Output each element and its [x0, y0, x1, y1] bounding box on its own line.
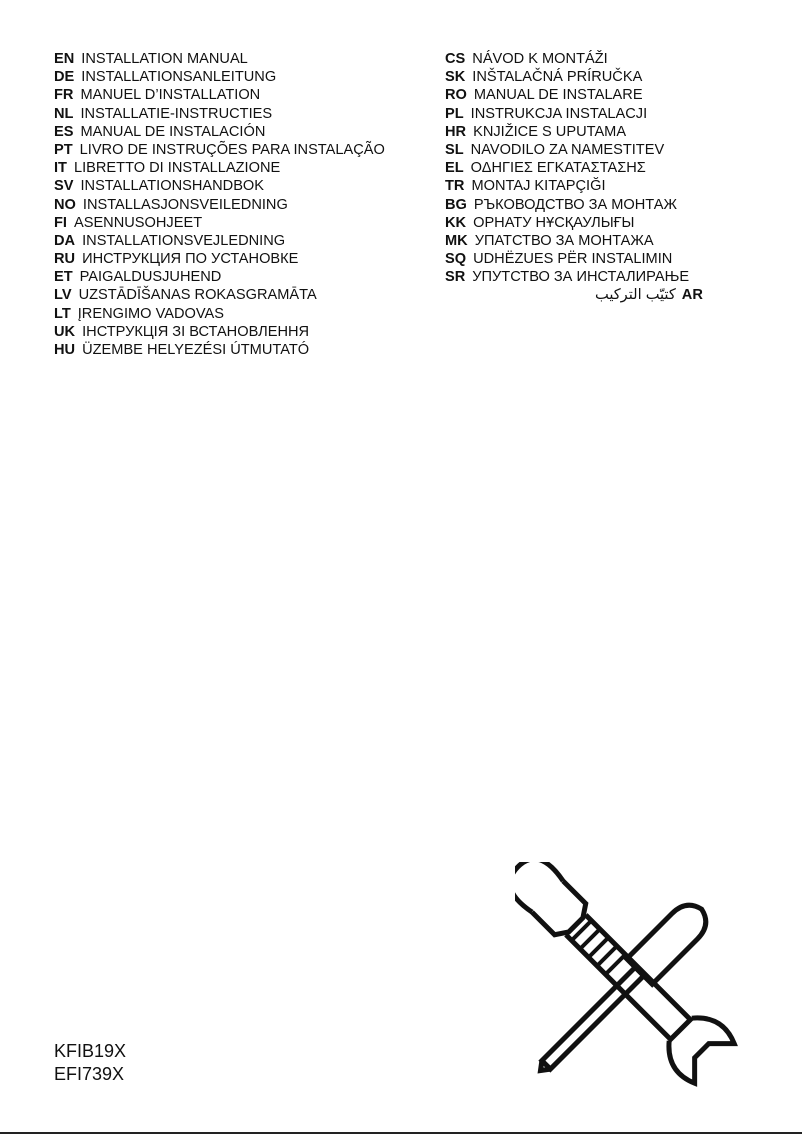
language-entry: [54, 177, 434, 195]
model-numbers: [54, 1040, 126, 1086]
language-entry: [54, 50, 434, 68]
manual-title: NÁVOD K MONTÁŽI: [472, 51, 608, 67]
manual-title: كتيّب التركيب: [595, 287, 676, 304]
language-code: EL: [445, 160, 464, 177]
language-code: PL: [445, 105, 464, 122]
language-code: HU: [54, 342, 76, 358]
language-code: HR: [445, 123, 467, 140]
language-entry: [54, 68, 434, 86]
language-entry: [445, 214, 745, 232]
manual-title: MANUAL DE INSTALACIÓN: [80, 123, 266, 140]
language-code: SQ: [445, 251, 467, 268]
manual-title: INSTALLASJONSVEILEDNING: [82, 196, 288, 213]
language-code: LV: [54, 287, 72, 304]
language-code: NL: [54, 105, 74, 122]
language-code: SV: [54, 178, 74, 195]
language-list-right: [445, 50, 745, 305]
manual-title: ИНСТРУКЦИЯ ПО УСТАНОВКЕ: [82, 251, 299, 268]
language-code: FI: [54, 214, 67, 231]
language-code: LT: [54, 305, 71, 322]
language-entry: [445, 268, 745, 286]
manual-title: INSTALLATIONSANLEITUNG: [81, 69, 277, 86]
language-entry: [445, 86, 745, 104]
model-number: KFIB19X: [54, 1041, 127, 1061]
manual-title: MONTAJ KITAPÇIĞI: [471, 178, 606, 195]
language-code: TR: [445, 178, 465, 195]
language-code: UK: [54, 323, 76, 340]
language-entry: [445, 123, 745, 141]
language-entry: [54, 341, 434, 359]
language-code: RO: [445, 87, 467, 104]
manual-title: INSTALLATION MANUAL: [81, 51, 248, 67]
manual-title: INSTALLATIE-INSTRUCTIES: [80, 105, 273, 122]
language-code: SR: [445, 269, 466, 286]
language-list-left: [54, 50, 434, 359]
language-entry: [54, 123, 434, 141]
bottom-rule: [0, 1132, 802, 1134]
language-entry: [445, 232, 745, 250]
manual-title: УПАТСТВО ЗА МОНТАЖА: [474, 232, 654, 249]
manual-title: UDHËZUES PËR INSTALIMIN: [473, 251, 673, 268]
language-entry: [54, 86, 434, 104]
model-number: EFI739X: [54, 1064, 125, 1084]
manual-title: ASENNUSOHJEET: [73, 214, 203, 231]
language-code: SK: [445, 69, 466, 86]
wrench-and-screwdriver-icon: [515, 862, 747, 1098]
language-code: DA: [54, 232, 76, 249]
manual-title: INSTRUKCJA INSTALACJI: [470, 105, 648, 122]
language-code: FR: [54, 87, 74, 104]
language-code: RU: [54, 251, 76, 268]
manual-title: INSTALLATIONSVEJLEDNING: [82, 232, 286, 249]
manual-title: MANUAL DE INSTALARE: [473, 87, 643, 104]
language-entry: [445, 105, 745, 123]
manual-title: РЪКОВОДСТВО ЗА МОНТАЖ: [473, 196, 677, 213]
language-entry: [54, 214, 434, 232]
manual-title: ĮRENGIMO VADOVAS: [77, 305, 224, 322]
language-code: KK: [445, 214, 467, 231]
manual-title: INSTALLATIONSHANDBOK: [80, 178, 265, 195]
language-code: IT: [54, 160, 67, 177]
language-entry: [445, 196, 745, 214]
manual-title: INŠTALAČNÁ PRÍRUČKA: [472, 69, 643, 86]
language-entry: [54, 196, 434, 214]
manual-title: ÜZEMBE HELYEZÉSI ÚTMUTATÓ: [82, 342, 310, 358]
language-entry: [54, 305, 434, 323]
language-entry: [54, 250, 434, 268]
manual-title: ІНСТРУКЦІЯ ЗІ ВСТАНОВЛЕННЯ: [82, 323, 310, 340]
language-entry: [445, 250, 745, 268]
manual-title: LIBRETTO DI INSTALLAZIONE: [73, 160, 281, 177]
manual-title: ΟΔΗΓΙΕΣ ΕΓΚΑΤΑΣΤΑΣΗΣ: [470, 160, 646, 177]
language-code: DE: [54, 69, 75, 86]
manual-title: KNJIŽICE S UPUTAMA: [473, 123, 627, 140]
language-code: CS: [445, 51, 466, 67]
language-code: AR: [681, 287, 703, 304]
language-entry: [445, 50, 745, 68]
language-entry: [445, 177, 745, 195]
manual-title: ОРНАТУ НҰСҚАУЛЫҒЫ: [473, 214, 635, 231]
language-code: BG: [445, 196, 467, 213]
language-entry: [445, 286, 745, 304]
language-entry: [54, 141, 434, 159]
language-entry: [445, 141, 745, 159]
language-code: ET: [54, 269, 73, 286]
manual-title: NAVODILO ZA NAMESTITEV: [470, 141, 665, 158]
language-code: SL: [445, 141, 464, 158]
language-entry: [54, 105, 434, 123]
language-code: NO: [54, 196, 76, 213]
manual-title: LIVRO DE INSTRUÇÕES PARA INSTALAÇÃO: [79, 141, 385, 158]
manual-title: UZSTĀDĪŠANAS ROKASGRAMĀTA: [78, 287, 317, 304]
language-entry: [445, 159, 745, 177]
language-code: ES: [54, 123, 74, 140]
language-entry: [54, 232, 434, 250]
language-entry: [54, 268, 434, 286]
language-entry: [54, 159, 434, 177]
language-entry: [54, 286, 434, 304]
language-code: EN: [54, 51, 75, 67]
language-entry: [54, 323, 434, 341]
language-entry: [445, 68, 745, 86]
manual-title: MANUEL D’INSTALLATION: [80, 87, 261, 104]
language-code: MK: [445, 232, 468, 249]
manual-title: PAIGALDUSJUHEND: [79, 269, 222, 286]
language-code: PT: [54, 141, 73, 158]
manual-title: УПУТСТВО ЗА ИНСТАЛИРАЊЕ: [472, 269, 690, 286]
